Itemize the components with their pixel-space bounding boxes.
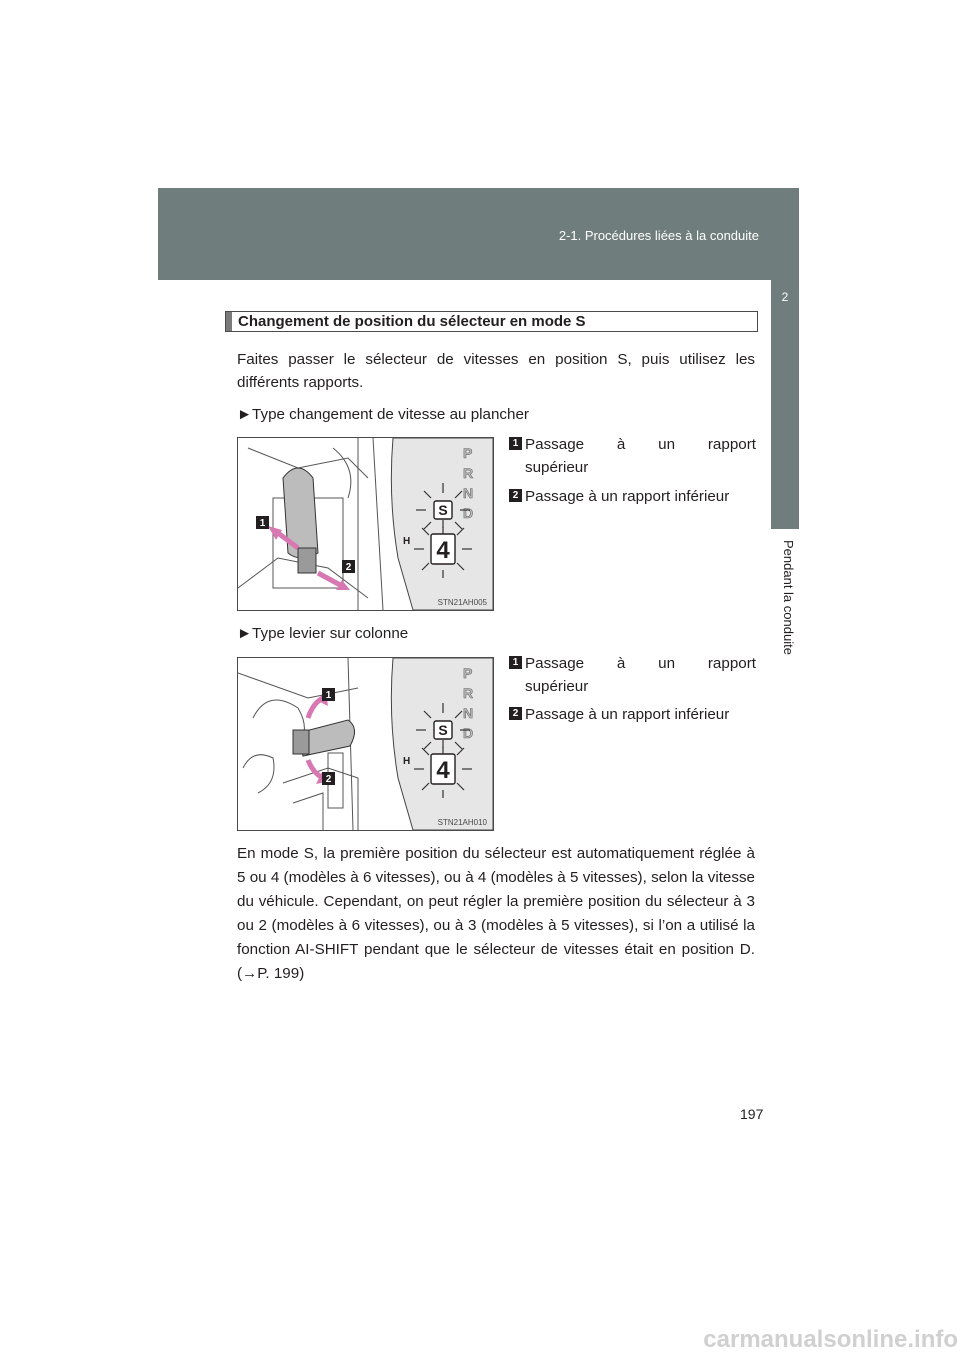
legend-number-1: 1 — [509, 656, 522, 669]
gear-r: R — [463, 685, 474, 701]
gear-r: R — [463, 465, 474, 481]
chapter-title: 2-1. Procédures liées à la conduite — [558, 228, 759, 243]
side-tab-number: 2 — [781, 290, 789, 304]
intro-paragraph: Faites passer le sélecteur de vitesses en position S, puis utilisez les différents rapports. — [237, 351, 755, 391]
figure-callout-2: 2 — [345, 562, 352, 573]
mode-s-indicator: S — [438, 722, 448, 738]
section-header — [225, 311, 758, 332]
watermark: carmanualsonline.info — [703, 1326, 958, 1353]
floor-shift-figure — [237, 437, 494, 611]
h-indicator: H — [403, 756, 411, 767]
legend-number-1: 1 — [509, 437, 522, 450]
h-indicator: H — [403, 536, 411, 547]
side-tab — [771, 280, 799, 529]
gear-p: P — [463, 665, 473, 681]
figure-callout-1: 1 — [259, 518, 266, 529]
chapter-header — [158, 188, 799, 280]
figure-callout-1: 1 — [325, 690, 332, 701]
gear-d: D — [463, 505, 474, 521]
legend-item-upshift: 1 Passage à un rapport supérieur — [509, 652, 756, 698]
legend-number-2: 2 — [509, 489, 522, 502]
side-tab-label: Pendant la conduite — [781, 540, 796, 655]
gear-n: N — [463, 485, 474, 501]
column-shift-illustration — [238, 658, 493, 830]
legend-number-2: 2 — [509, 707, 522, 720]
gear-p: P — [463, 445, 473, 461]
column-shift-bullet: ►Type levier sur colonne — [237, 625, 409, 642]
legend-item-downshift: 2 Passage à un rapport inférieur — [509, 703, 756, 726]
floor-shift-illustration — [238, 438, 493, 610]
mode-s-indicator: S — [438, 502, 448, 518]
gear-n: N — [463, 705, 474, 721]
section-title: Changement de position du sélecteur en mode S — [238, 313, 586, 330]
gear-d: D — [463, 725, 474, 741]
figure-code: STN21AH005 — [437, 598, 487, 607]
gear-number: 4 — [436, 537, 450, 564]
page-number: 197 — [740, 1106, 764, 1122]
column-shift-figure — [237, 657, 494, 831]
floor-shift-bullet: ►Type changement de vitesse au plancher — [237, 406, 529, 423]
legend-item-upshift: 1 Passage à un rapport supérieur — [509, 433, 756, 479]
figure-callout-2: 2 — [325, 774, 332, 785]
figure-code: STN21AH010 — [437, 818, 487, 827]
gear-number: 4 — [436, 757, 450, 784]
body-paragraph: En mode S, la première position du sélecteur est automatiquement réglée à 5 ou 4 (modèles à 6 vitesses), ou à 4 (modèles à 5 vitesses), selon la vitesse du véhicule. Cependant, on peut régler la première position du sélecteur à 3 ou 2 (modèles à 6 vitesses), ou à 3 (modèles à 5 vitesses), si l’on a utilisé la fonction AI-SHIFT pendant que le sélecteur de vitesses était en position D. (→P. 199) — [237, 845, 755, 982]
legend-item-downshift: 2 Passage à un rapport inférieur — [509, 485, 756, 508]
